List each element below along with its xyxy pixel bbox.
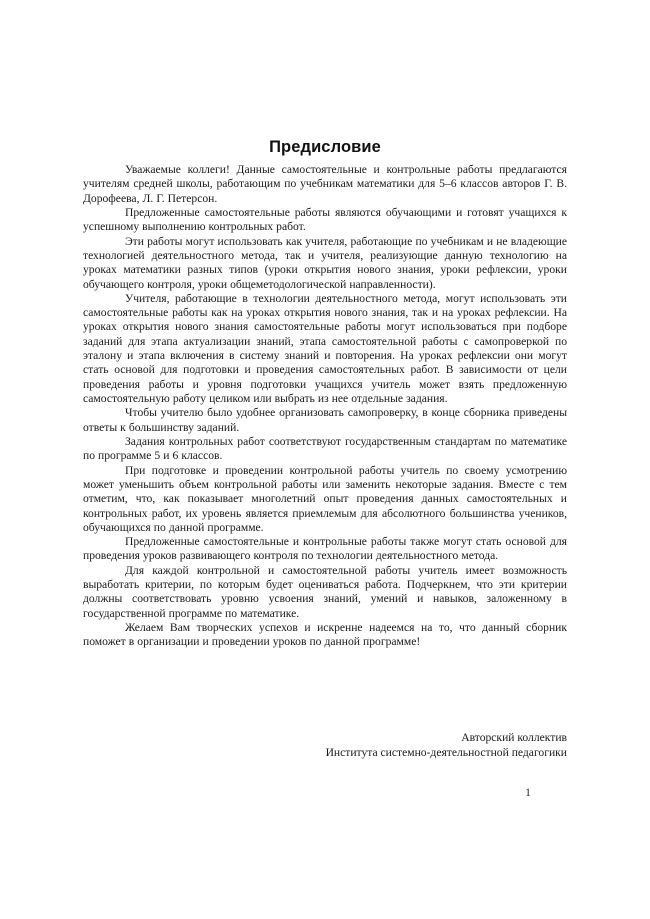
paragraph: Задания контрольных работ соответствуют государственным стандартам по математике по программе 5 и 6 классов. [83, 434, 567, 463]
paragraph: Эти работы могут использовать как учителя, работающие по учебникам и не владеющие технологией деятельностного метода, так и учителя, реализующие данную технологию на уроках математики разных типов (уроки открытия нового знания, уроки рефлексии, уроки обучающего контроля, уроки общеметодологической направленности). [83, 234, 567, 291]
paragraph: Желаем Вам творческих успехов и искренне надеемся на то, что данный сборник поможет в организации и проведении уроков по данной программе! [83, 621, 567, 649]
body-text-column [83, 163, 567, 650]
paragraph: Для каждой контрольной и самостоятельной работы учитель имеет возможность выработать критерии, по которым будет оцениваться работа. Подчеркнем, что эти критерии должны соответствовать уровню усвоения знаний, умений и навыков, заложенному в государственной программе по математике. [83, 563, 567, 620]
signature-line: Института системно-деятельностной педагогики [325, 745, 567, 759]
page-title: Предисловие [269, 138, 381, 157]
paragraph: Учителя, работающие в технологии деятельностного метода, могут использовать эти самостоятельные работы как на уроках открытия нового знания, так и на уроках рефлексии. На уроках открытия нового знания самостоятельные работы могут использоваться при подборе заданий для этапа актуализации знаний, этапа самостоятельной работы с самопроверкой по эталону и этапа включения в систему знаний и повторения. На уроках рефлексии они могут стать основой для подготовки и проведения самостоятельных работ. В зависимости от цели проведения работы и уровня подготовки учащихся учитель может взять предложенную самостоятельную работу целиком или выбрать из нее отдельные задания. [83, 291, 567, 405]
paragraph: Уважаемые коллеги! Данные самостоятельные и контрольные работы предлагаются учителям средней школы, работающим по учебникам математики для 5–6 классов авторов Г. В. Дорофеева, Л. Г. Петерсон. [83, 163, 567, 205]
paragraph: Чтобы учителю было удобнее организовать самопроверку, в конце сборника приведены ответы к большинству заданий. [83, 406, 567, 434]
paragraph: При подготовке и проведении контрольной работы учитель по своему усмотрению может уменьшить объем контрольной работы или заменить некоторые задания. Вместе с тем отметим, что, как показывает многолетний опыт проведения данных самостоятельных и контрольных работ, их уровень является приемлемым для абсолютного большинства учеников, обучающихся по данной программе. [83, 463, 567, 534]
signature-line: Авторский коллектив [461, 731, 567, 744]
paragraph: Предложенные самостоятельные работы являются обучающими и готовят учащихся к успешному выполнению контрольных работ. [83, 205, 567, 234]
signature-block [83, 731, 567, 760]
page-number: 1 [525, 786, 531, 799]
paragraph: Предложенные самостоятельные и контрольные работы также могут стать основой для проведения уроков развивающего контроля по технологии деятельностного метода. [83, 535, 567, 563]
